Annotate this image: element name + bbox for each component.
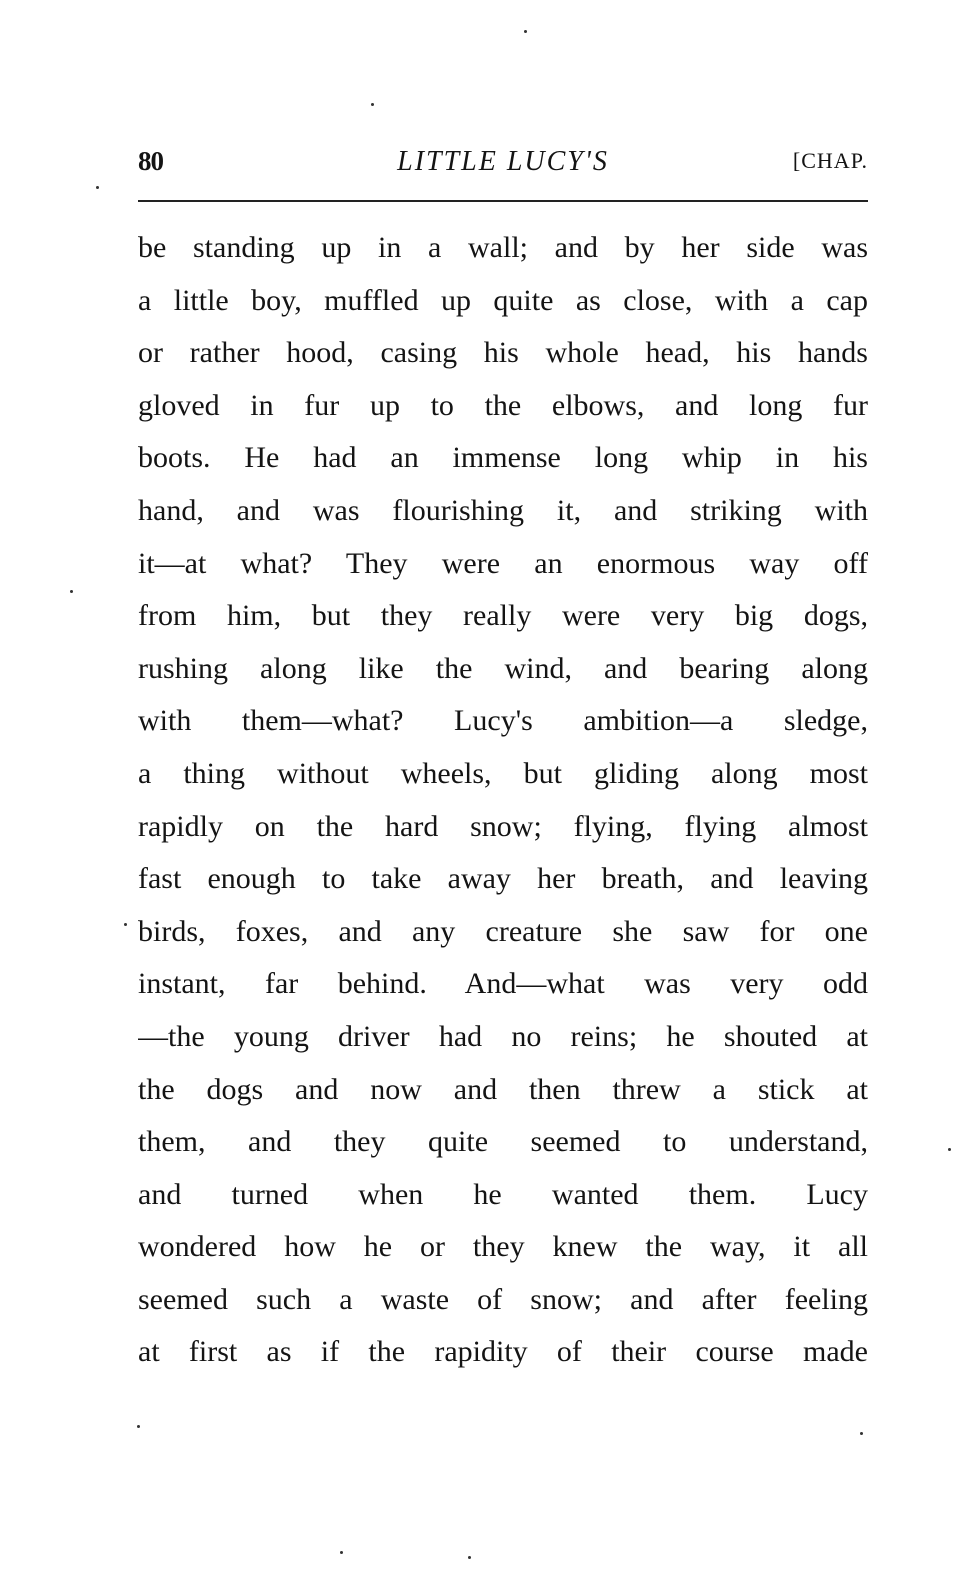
scan-speck — [137, 1425, 140, 1428]
text-line: it—at what? They were an enormous way off — [138, 546, 868, 580]
text-line: —the young driver had no reins; he shouted at — [138, 1019, 868, 1053]
text-line: with them—what? Lucy's ambition—a sledge, — [138, 704, 868, 738]
text-line: gloved in fur up to the elbows, and long fur — [138, 388, 868, 422]
scan-speck — [371, 103, 374, 106]
text-line: rushing along like the wind, and bearing along — [138, 651, 868, 685]
scan-speck — [948, 1148, 951, 1151]
text-line: the dogs and now and then threw a stick at — [138, 1072, 868, 1106]
text-line: boots. He had an immense long whip in his — [138, 441, 868, 475]
text-line: be standing up in a wall; and by her side was — [138, 231, 868, 264]
text-line: at first as if the rapidity of their course made — [138, 1335, 868, 1369]
text-line: birds, foxes, and any creature she saw for one — [138, 914, 868, 948]
running-head — [138, 146, 868, 186]
body-text — [138, 222, 868, 1379]
text-line: rapidly on the hard snow; flying, flying almost — [138, 809, 868, 843]
scan-speck — [96, 186, 99, 189]
text-line: or rather hood, casing his whole head, his hands — [138, 336, 868, 370]
scan-speck — [340, 1551, 343, 1554]
text-line: wondered how he or they knew the way, it all — [138, 1230, 868, 1264]
text-line: them, and they quite seemed to understand, — [138, 1125, 868, 1159]
text-line: from him, but they really were very big dogs, — [138, 599, 868, 633]
scan-speck — [860, 1432, 863, 1435]
text-line: instant, far behind. And—what was very odd — [138, 967, 868, 1001]
text-line: a thing without wheels, but gliding along most — [138, 756, 868, 790]
chapter-tag: [CHAP. — [792, 148, 868, 173]
text-line: hand, and was flourishing it, and striking with — [138, 493, 868, 527]
running-title: LITTLE LUCY'S — [397, 146, 609, 177]
header-rule — [138, 200, 868, 202]
scan-speck — [70, 590, 73, 593]
scan-speck — [468, 1556, 471, 1559]
page-number: 80 — [138, 146, 163, 176]
text-line: seemed such a waste of snow; and after feeling — [138, 1282, 868, 1316]
text-line: and turned when he wanted them. Lucy — [138, 1177, 868, 1211]
scan-speck — [124, 923, 127, 926]
text-line: fast enough to take away her breath, and leaving — [138, 862, 868, 896]
text-line: a little boy, muffled up quite as close, with a cap — [138, 283, 868, 317]
scan-speck — [524, 30, 527, 33]
